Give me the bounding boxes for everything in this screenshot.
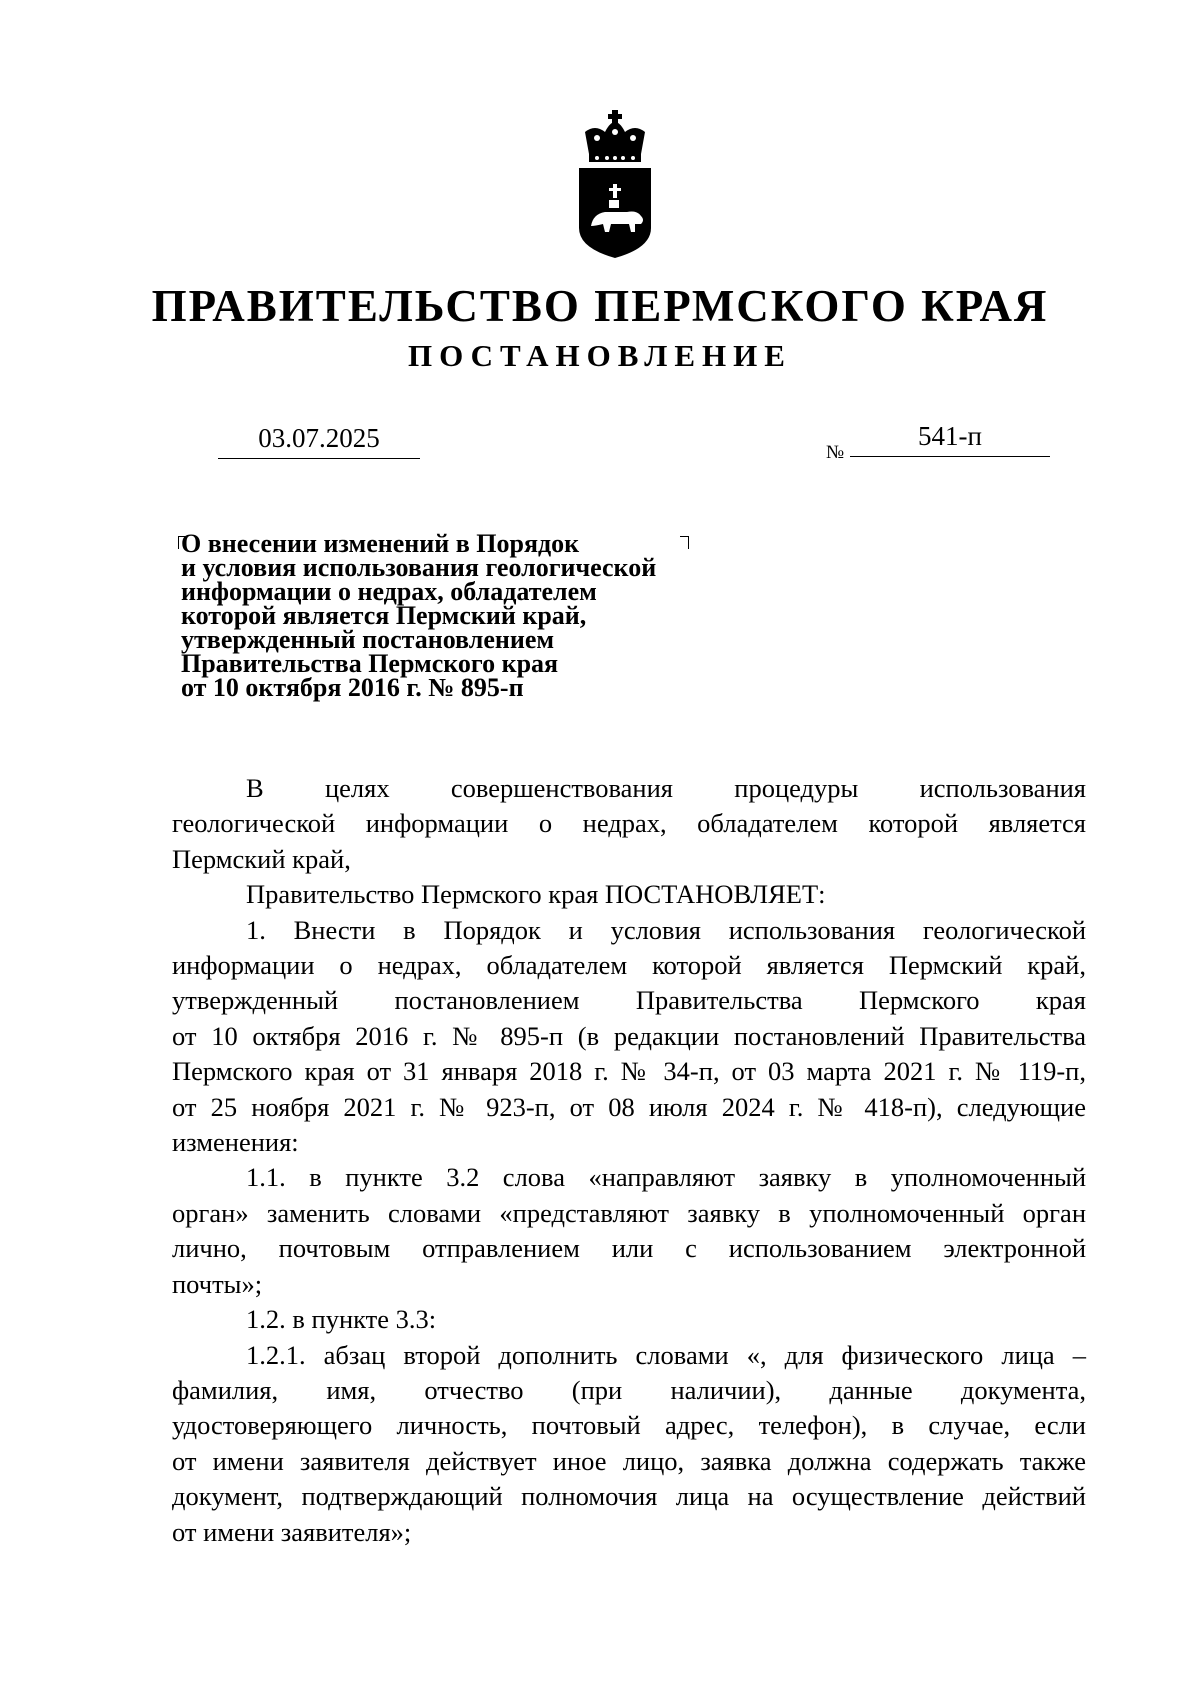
text-line: информации о недрах, обладателем которой является Пермский край, [172,950,1086,981]
subject-line: Правительства Пермского края [181,649,559,678]
document-subject [181,529,721,702]
text-line: от 10 октября 2016 г. № 895-п (в редакции постановлений Правительства [172,1020,1086,1051]
text-line: от 25 ноября 2021 г. № 923-п, от 08 июля 2024 г. № 418-п), следующие [172,1091,1086,1122]
text-line: В целях совершенствования процедуры использования [246,773,1086,803]
text-line: утвержденный постановлением Правительства Пермского края [172,985,1086,1016]
text-line: фамилия, имя, отчество (при наличии), данные документа, [172,1374,1086,1405]
paragraph-item-1 [172,913,1086,1161]
text-line: геологической информации о недрах, обладателем которой является [172,808,1086,839]
text-line: от имени заявителя»; [172,1516,412,1547]
subject-line: от 10 октября 2016 г. № 895-п [181,673,524,702]
document-date: 03.07.2025 [218,418,420,459]
subject-line: информации о недрах, обладателем [181,577,597,606]
text-line: удостоверяющего личность, почтовый адрес, телефон), в случае, если [172,1410,1086,1441]
subject-line: и условия использования геологической [181,553,657,582]
paragraph-item-1-2: 1.2. в пункте 3.3: [246,1304,437,1335]
paragraph-preamble [172,771,1086,877]
subject-line: которой является Пермский край, [181,601,587,630]
perm-krai-coat-of-arms-icon [575,110,655,260]
document-number: 541-п [850,416,1050,457]
text-line: Пермского края от 31 января 2018 г. № 34-п, от 03 марта 2021 г. № 119-п, [172,1056,1086,1087]
document-body [172,771,1086,1550]
subject-line: утвержденный постановлением [181,625,555,654]
text-line: почты»; [172,1268,263,1299]
paragraph-resolves: Правительство Пермского края ПОСТАНОВЛЯЕТ: [246,879,826,910]
text-line: от имени заявителя действует иное лицо, заявка должна содержать также [172,1445,1086,1476]
text-line: изменения: [172,1127,299,1158]
text-line: Пермский край, [172,843,351,874]
text-line: 1.1. в пункте 3.2 слова «направляют заявку в уполномоченный [246,1162,1086,1193]
document-type: ПОСТАНОВЛЕНИЕ [408,338,792,373]
text-line: 1. Внести в Порядок и условия использования геологической [246,914,1086,945]
text-line: орган» заменить словами «представляют заявку в уполномоченный орган [172,1197,1086,1228]
text-line: 1.2.1. абзац второй дополнить словами «, для физического лица – [246,1339,1086,1370]
text-line: документ, подтверждающий полномочия лица на осуществление действий [172,1481,1086,1512]
number-label: № [826,442,845,463]
paragraph-item-1-1 [172,1160,1086,1302]
text-line: лично, почтовым отправлением или с использованием электронной [172,1233,1086,1264]
subject-line: О внесении изменений в Порядок [181,529,580,558]
government-title: ПРАВИТЕЛЬСТВО ПЕРМСКОГО КРАЯ [151,281,1049,331]
paragraph-item-1-2-1 [172,1338,1086,1550]
